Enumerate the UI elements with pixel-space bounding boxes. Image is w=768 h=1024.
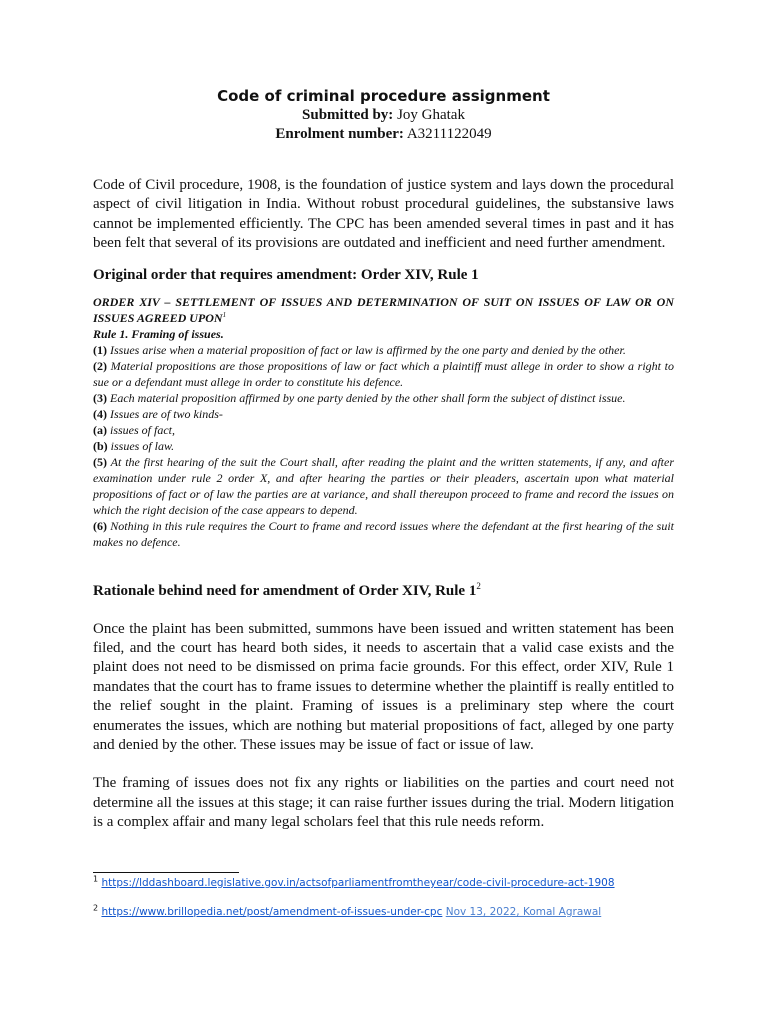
footnote-ref-1[interactable]: 1 (222, 310, 227, 319)
rationale-paragraph-2: The framing of issues does not fix any rights or liabilities on the parties and court need not determine all the issues at this stage; it can raise further issues during the trial. Modern litigation is a complex affair and many legal scholars feel that this rule needs reform. (93, 775, 674, 831)
order-item-4: (4) Issues are of two kinds- (93, 406, 223, 421)
intro-paragraph: Code of Civil procedure, 1908, is the foundation of justice system and lays down the procedural aspect of civil litigation in India. Without robust procedural guidelines, the substansive laws cannot be implemented efficiently. The CPC has been amended several times in past and it has been felt that several of its provisions are outdated and inefficient and need further amendment. (93, 177, 674, 252)
footnote-ref-2[interactable]: 2 (476, 580, 481, 591)
rationale-paragraph-1: Once the plaint has been submitted, summons have been issued and written statement has been filed, and the court has heard both sides, it needs to ascertain that a valid case exists and the plaint does not need to be dismissed on prima facie grounds. For this effect, order XIV, Rule 1 mandates that the court has to frame issues to determine whether the plaintiff is really entitled to the relief sought in the plaint. Framing of issues is a preliminary step where the court enumerates the issues, which are nothing but material propositions of fact, alleged by one party and denied by the other. These issues may be issue of fact or issue of law. (93, 620, 674, 754)
footnote-2: $^2$ https://www.brillopedia.net/post/amendment-of-issues-under-cpc Nov 13, 2022, Komal Agrawal (93, 903, 602, 918)
document-body (93, 86, 674, 833)
order-item-b: (b) issues of law. (93, 438, 175, 453)
submitted-by-label: Submitted by: (302, 107, 394, 123)
order-title (93, 294, 674, 326)
order-block (93, 294, 674, 550)
order-item-3: (3) Each material proposition affirmed by one party denied by the other shall form the subject of distinct issue. (93, 390, 626, 405)
footnote-1-link[interactable]: https://lddashboard.legislative.gov.in/actsofparliamentfromtheyear/code-civil-procedure-act-1908 (101, 877, 615, 889)
order-item-5: (5) At the first hearing of the suit the Court shall, after reading the plaint and the written statements, if any, and after examination under rule 2 order X, and after hearing the parties or their pleaders, ascertain upon what material propositions of fact or of law the parties are at variance, and shall thereupon proceed to frame and record the issues on which the right decision of the case appears to depend. (93, 454, 674, 517)
order-title-text: ORDER XIV – SETTLEMENT OF ISSUES AND DETERMINATION OF SUIT ON ISSUES OF LAW OR ON ISSUES AGREED UPON (93, 294, 674, 325)
enrolment-value: A3211122049 (406, 126, 492, 142)
footnote-2-source-link[interactable]: Nov 13, 2022, Komal Agrawal (445, 906, 602, 918)
document-title: Code of criminal procedure assignment (217, 87, 550, 105)
submitted-by-line (93, 106, 674, 125)
footnote-1: $^1$ https://lddashboard.legislative.gov.in/actsofparliamentfromtheyear/code-civil-procedure-act-1908 (93, 874, 615, 889)
order-item-a: (a) issues of fact, (93, 422, 175, 437)
rule-title: Rule 1. Framing of issues. (93, 326, 224, 341)
footnote-separator (93, 872, 239, 873)
submitted-by-value: Joy Ghatak (397, 107, 465, 123)
order-item-1: (1) Issues arise when a material proposition of fact or law is affirmed by the one party and denied by the other. (93, 342, 626, 357)
order-item-6: (6) Nothing in this rule requires the Court to frame and record issues where the defendant at the first hearing of the suit makes no defence. (93, 518, 674, 549)
enrolment-label: Enrolment number: (275, 126, 404, 142)
section-heading-original-order: Original order that requires amendment: Order XIV, Rule 1 (93, 266, 479, 283)
order-item-2: (2) Material propositions are those propositions of law or fact which a plaintiff must allege in order to show a right to sue or a defendant must allege in order to constitute his defence. (93, 358, 674, 389)
footnote-2-link[interactable]: https://www.brillopedia.net/post/amendment-of-issues-under-cpc (101, 906, 443, 918)
section-heading-rationale: Rationale behind need for amendment of Order XIV, Rule $1^2$ (93, 580, 481, 599)
enrolment-line (93, 125, 674, 144)
